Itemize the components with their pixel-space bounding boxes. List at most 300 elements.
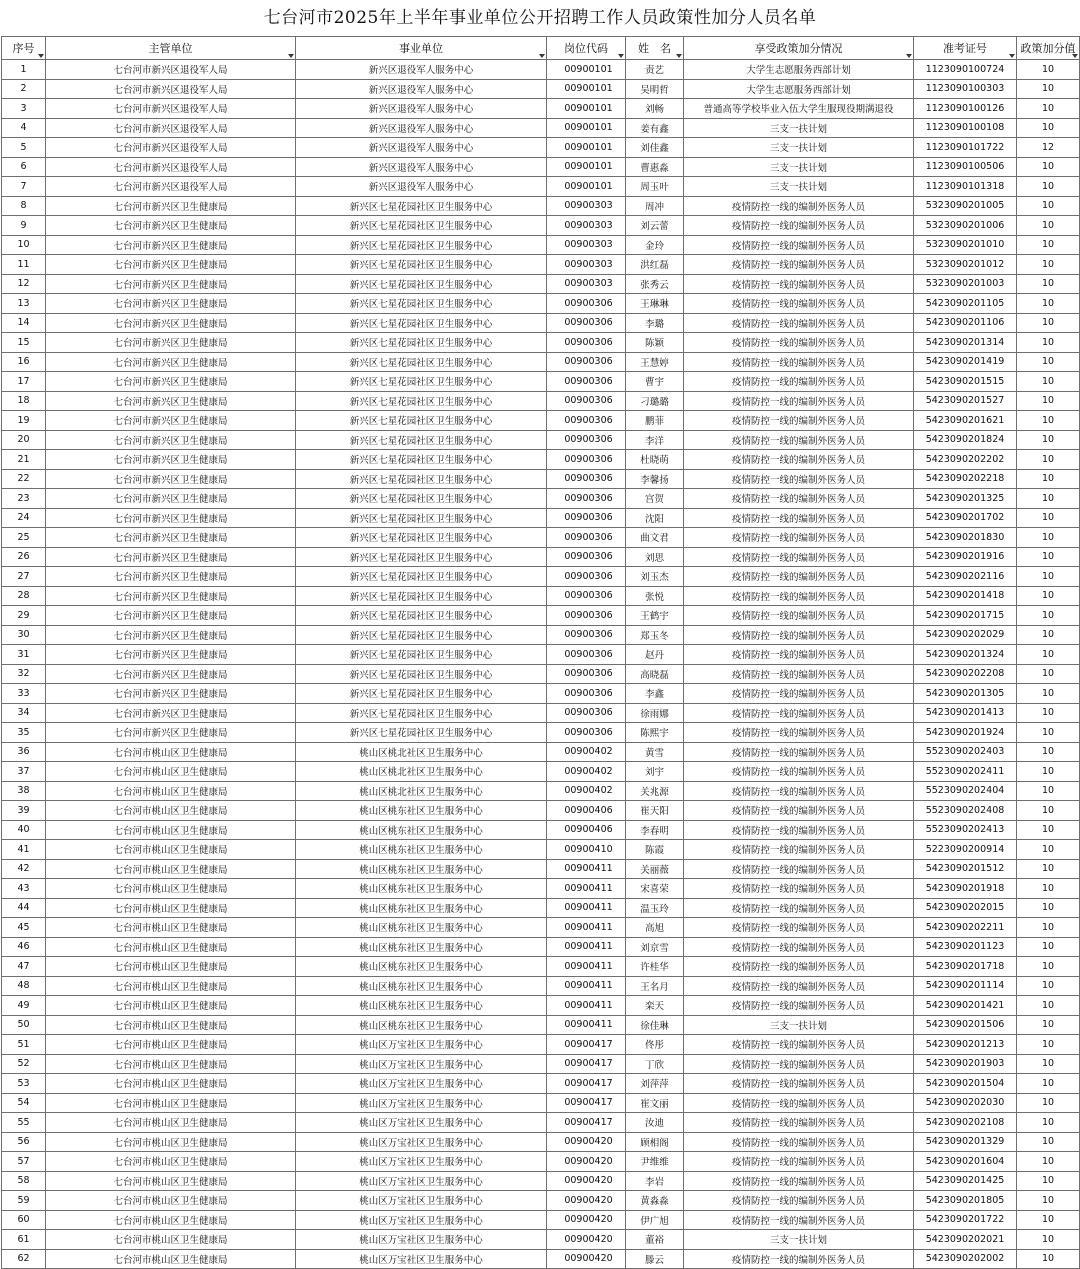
cell-supervisor[interactable]: 七台河市新兴区卫生健康局 bbox=[46, 508, 296, 528]
cell-policy[interactable]: 疫情防控一线的编制外医务人员 bbox=[684, 820, 914, 840]
cell-institution[interactable]: 新兴区七星花园社区卫生服务中心 bbox=[296, 723, 547, 743]
cell-institution[interactable]: 新兴区七星花园社区卫生服务中心 bbox=[296, 196, 547, 216]
cell-bonus[interactable]: 10 bbox=[1017, 723, 1080, 743]
cell-exam-id[interactable]: 5423090201527 bbox=[914, 391, 1017, 411]
cell-name[interactable]: 崔天阳 bbox=[626, 801, 684, 821]
cell-institution[interactable]: 新兴区七星花园社区卫生服务中心 bbox=[296, 664, 547, 684]
cell-index[interactable]: 60 bbox=[2, 1210, 46, 1230]
cell-name[interactable]: 王慧婷 bbox=[626, 352, 684, 372]
cell-bonus[interactable]: 10 bbox=[1017, 118, 1080, 138]
cell-institution[interactable]: 桃山区万宝社区卫生服务中心 bbox=[296, 1054, 547, 1074]
cell-supervisor[interactable]: 七台河市新兴区卫生健康局 bbox=[46, 352, 296, 372]
cell-supervisor[interactable]: 七台河市桃山区卫生健康局 bbox=[46, 1015, 296, 1035]
cell-policy[interactable]: 疫情防控一线的编制外医务人员 bbox=[684, 879, 914, 899]
cell-name[interactable]: 宋喜荣 bbox=[626, 879, 684, 899]
cell-institution[interactable]: 新兴区七星花园社区卫生服务中心 bbox=[296, 235, 547, 255]
cell-policy[interactable]: 疫情防控一线的编制外医务人员 bbox=[684, 294, 914, 314]
cell-post-code[interactable]: 00900406 bbox=[547, 801, 626, 821]
cell-post-code[interactable]: 00900101 bbox=[547, 157, 626, 177]
cell-name[interactable]: 姜有鑫 bbox=[626, 118, 684, 138]
cell-name[interactable]: 李洋 bbox=[626, 430, 684, 450]
cell-bonus[interactable]: 10 bbox=[1017, 1054, 1080, 1074]
cell-name[interactable]: 刘云蕾 bbox=[626, 216, 684, 236]
cell-supervisor[interactable]: 七台河市新兴区退役军人局 bbox=[46, 60, 296, 80]
cell-bonus[interactable]: 10 bbox=[1017, 430, 1080, 450]
cell-institution[interactable]: 桃山区桃东社区卫生服务中心 bbox=[296, 840, 547, 860]
cell-supervisor[interactable]: 七台河市新兴区卫生健康局 bbox=[46, 723, 296, 743]
cell-bonus[interactable]: 10 bbox=[1017, 450, 1080, 470]
cell-post-code[interactable]: 00900306 bbox=[547, 450, 626, 470]
cell-index[interactable]: 41 bbox=[2, 840, 46, 860]
cell-name[interactable]: 李馨扬 bbox=[626, 469, 684, 489]
cell-post-code[interactable]: 00900303 bbox=[547, 255, 626, 275]
cell-policy[interactable]: 疫情防控一线的编制外医务人员 bbox=[684, 781, 914, 801]
cell-institution[interactable]: 新兴区七星花园社区卫生服务中心 bbox=[296, 567, 547, 587]
cell-policy[interactable]: 疫情防控一线的编制外医务人员 bbox=[684, 762, 914, 782]
cell-index[interactable]: 3 bbox=[2, 99, 46, 119]
cell-institution[interactable]: 新兴区七星花园社区卫生服务中心 bbox=[296, 216, 547, 236]
cell-exam-id[interactable]: 1123090101722 bbox=[914, 138, 1017, 158]
cell-institution[interactable]: 新兴区退役军人服务中心 bbox=[296, 99, 547, 119]
cell-exam-id[interactable]: 5323090201010 bbox=[914, 235, 1017, 255]
cell-post-code[interactable]: 00900306 bbox=[547, 567, 626, 587]
cell-institution[interactable]: 新兴区七星花园社区卫生服务中心 bbox=[296, 684, 547, 704]
cell-name[interactable]: 董裕 bbox=[626, 1230, 684, 1250]
cell-bonus[interactable]: 10 bbox=[1017, 1074, 1080, 1094]
cell-supervisor[interactable]: 七台河市桃山区卫生健康局 bbox=[46, 976, 296, 996]
cell-index[interactable]: 26 bbox=[2, 547, 46, 567]
cell-post-code[interactable]: 00900306 bbox=[547, 723, 626, 743]
col-header-post-code[interactable]: 岗位代码 bbox=[547, 37, 626, 60]
cell-bonus[interactable]: 10 bbox=[1017, 567, 1080, 587]
cell-institution[interactable]: 桃山区桃东社区卫生服务中心 bbox=[296, 859, 547, 879]
cell-policy[interactable]: 疫情防控一线的编制外医务人员 bbox=[684, 1054, 914, 1074]
cell-supervisor[interactable]: 七台河市桃山区卫生健康局 bbox=[46, 898, 296, 918]
cell-post-code[interactable]: 00900101 bbox=[547, 177, 626, 197]
cell-index[interactable]: 10 bbox=[2, 235, 46, 255]
cell-policy[interactable]: 疫情防控一线的编制外医务人员 bbox=[684, 235, 914, 255]
cell-supervisor[interactable]: 七台河市新兴区卫生健康局 bbox=[46, 645, 296, 665]
cell-policy[interactable]: 疫情防控一线的编制外医务人员 bbox=[684, 255, 914, 275]
cell-bonus[interactable]: 10 bbox=[1017, 528, 1080, 548]
cell-index[interactable]: 36 bbox=[2, 742, 46, 762]
cell-institution[interactable]: 桃山区桃东社区卫生服务中心 bbox=[296, 1015, 547, 1035]
cell-exam-id[interactable]: 1123090100108 bbox=[914, 118, 1017, 138]
cell-exam-id[interactable]: 5423090201421 bbox=[914, 996, 1017, 1016]
cell-policy[interactable]: 疫情防控一线的编制外医务人员 bbox=[684, 274, 914, 294]
cell-bonus[interactable]: 10 bbox=[1017, 313, 1080, 333]
cell-post-code[interactable]: 00900402 bbox=[547, 742, 626, 762]
cell-post-code[interactable]: 00900411 bbox=[547, 1015, 626, 1035]
cell-institution[interactable]: 新兴区退役军人服务中心 bbox=[296, 138, 547, 158]
cell-name[interactable]: 沈阳 bbox=[626, 508, 684, 528]
cell-supervisor[interactable]: 七台河市新兴区卫生健康局 bbox=[46, 664, 296, 684]
cell-index[interactable]: 38 bbox=[2, 781, 46, 801]
cell-policy[interactable]: 疫情防控一线的编制外医务人员 bbox=[684, 645, 914, 665]
cell-post-code[interactable]: 00900306 bbox=[547, 391, 626, 411]
cell-institution[interactable]: 桃山区桃北社区卫生服务中心 bbox=[296, 762, 547, 782]
cell-supervisor[interactable]: 七台河市桃山区卫生健康局 bbox=[46, 1074, 296, 1094]
cell-supervisor[interactable]: 七台河市桃山区卫生健康局 bbox=[46, 742, 296, 762]
col-header-name[interactable]: 姓 名 bbox=[626, 37, 684, 60]
cell-institution[interactable]: 桃山区万宝社区卫生服务中心 bbox=[296, 1230, 547, 1250]
cell-policy[interactable]: 疫情防控一线的编制外医务人员 bbox=[684, 976, 914, 996]
cell-institution[interactable]: 新兴区七星花园社区卫生服务中心 bbox=[296, 391, 547, 411]
cell-bonus[interactable]: 10 bbox=[1017, 60, 1080, 80]
cell-policy[interactable]: 三支一扶计划 bbox=[684, 177, 914, 197]
cell-post-code[interactable]: 00900101 bbox=[547, 99, 626, 119]
cell-post-code[interactable]: 00900406 bbox=[547, 820, 626, 840]
col-header-institution[interactable]: 事业单位 bbox=[296, 37, 547, 60]
cell-bonus[interactable]: 12 bbox=[1017, 138, 1080, 158]
cell-index[interactable]: 11 bbox=[2, 255, 46, 275]
cell-bonus[interactable]: 10 bbox=[1017, 645, 1080, 665]
cell-bonus[interactable]: 10 bbox=[1017, 489, 1080, 509]
cell-supervisor[interactable]: 七台河市桃山区卫生健康局 bbox=[46, 937, 296, 957]
cell-policy[interactable]: 疫情防控一线的编制外医务人员 bbox=[684, 411, 914, 431]
cell-post-code[interactable]: 00900411 bbox=[547, 957, 626, 977]
cell-supervisor[interactable]: 七台河市新兴区卫生健康局 bbox=[46, 333, 296, 353]
cell-index[interactable]: 48 bbox=[2, 976, 46, 996]
cell-supervisor[interactable]: 七台河市新兴区卫生健康局 bbox=[46, 274, 296, 294]
cell-exam-id[interactable]: 5423090202108 bbox=[914, 1113, 1017, 1133]
cell-index[interactable]: 52 bbox=[2, 1054, 46, 1074]
cell-post-code[interactable]: 00900101 bbox=[547, 79, 626, 99]
cell-index[interactable]: 40 bbox=[2, 820, 46, 840]
cell-supervisor[interactable]: 七台河市桃山区卫生健康局 bbox=[46, 1132, 296, 1152]
cell-exam-id[interactable]: 5423090201329 bbox=[914, 1132, 1017, 1152]
cell-post-code[interactable]: 00900417 bbox=[547, 1054, 626, 1074]
cell-bonus[interactable]: 10 bbox=[1017, 1113, 1080, 1133]
cell-name[interactable]: 黄雪 bbox=[626, 742, 684, 762]
cell-post-code[interactable]: 00900101 bbox=[547, 138, 626, 158]
cell-policy[interactable]: 疫情防控一线的编制外医务人员 bbox=[684, 859, 914, 879]
cell-index[interactable]: 25 bbox=[2, 528, 46, 548]
cell-index[interactable]: 27 bbox=[2, 567, 46, 587]
cell-post-code[interactable]: 00900411 bbox=[547, 898, 626, 918]
cell-institution[interactable]: 桃山区万宝社区卫生服务中心 bbox=[296, 1132, 547, 1152]
cell-name[interactable]: 高晓磊 bbox=[626, 664, 684, 684]
cell-policy[interactable]: 疫情防控一线的编制外医务人员 bbox=[684, 937, 914, 957]
cell-policy[interactable]: 疫情防控一线的编制外医务人员 bbox=[684, 1171, 914, 1191]
cell-name[interactable]: 赵丹 bbox=[626, 645, 684, 665]
cell-index[interactable]: 7 bbox=[2, 177, 46, 197]
cell-policy[interactable]: 疫情防控一线的编制外医务人员 bbox=[684, 508, 914, 528]
cell-bonus[interactable]: 10 bbox=[1017, 586, 1080, 606]
cell-name[interactable]: 许桂华 bbox=[626, 957, 684, 977]
cell-bonus[interactable]: 10 bbox=[1017, 1210, 1080, 1230]
cell-bonus[interactable]: 10 bbox=[1017, 820, 1080, 840]
cell-post-code[interactable]: 00900417 bbox=[547, 1113, 626, 1133]
cell-exam-id[interactable]: 5523090202408 bbox=[914, 801, 1017, 821]
cell-policy[interactable]: 疫情防控一线的编制外医务人员 bbox=[684, 547, 914, 567]
cell-exam-id[interactable]: 5323090201012 bbox=[914, 255, 1017, 275]
cell-bonus[interactable]: 10 bbox=[1017, 294, 1080, 314]
cell-policy[interactable]: 疫情防控一线的编制外医务人员 bbox=[684, 450, 914, 470]
cell-institution[interactable]: 新兴区七星花园社区卫生服务中心 bbox=[296, 489, 547, 509]
cell-bonus[interactable]: 10 bbox=[1017, 216, 1080, 236]
cell-exam-id[interactable]: 5423090201425 bbox=[914, 1171, 1017, 1191]
cell-institution[interactable]: 桃山区万宝社区卫生服务中心 bbox=[296, 1152, 547, 1172]
cell-bonus[interactable]: 10 bbox=[1017, 840, 1080, 860]
cell-name[interactable]: 曲文君 bbox=[626, 528, 684, 548]
cell-policy[interactable]: 大学生志愿服务西部计划 bbox=[684, 79, 914, 99]
cell-post-code[interactable]: 00900411 bbox=[547, 976, 626, 996]
cell-institution[interactable]: 桃山区万宝社区卫生服务中心 bbox=[296, 1093, 547, 1113]
cell-index[interactable]: 34 bbox=[2, 703, 46, 723]
cell-index[interactable]: 6 bbox=[2, 157, 46, 177]
cell-post-code[interactable]: 00900402 bbox=[547, 762, 626, 782]
cell-supervisor[interactable]: 七台河市桃山区卫生健康局 bbox=[46, 859, 296, 879]
cell-name[interactable]: 刘思 bbox=[626, 547, 684, 567]
cell-bonus[interactable]: 10 bbox=[1017, 762, 1080, 782]
cell-bonus[interactable]: 10 bbox=[1017, 996, 1080, 1016]
cell-name[interactable]: 鹏菲 bbox=[626, 411, 684, 431]
cell-exam-id[interactable]: 5423090201924 bbox=[914, 723, 1017, 743]
cell-institution[interactable]: 桃山区桃东社区卫生服务中心 bbox=[296, 879, 547, 899]
cell-name[interactable]: 佟彤 bbox=[626, 1035, 684, 1055]
cell-bonus[interactable]: 10 bbox=[1017, 1035, 1080, 1055]
cell-institution[interactable]: 新兴区七星花园社区卫生服务中心 bbox=[296, 450, 547, 470]
cell-post-code[interactable]: 00900306 bbox=[547, 625, 626, 645]
cell-policy[interactable]: 疫情防控一线的编制外医务人员 bbox=[684, 216, 914, 236]
cell-policy[interactable]: 疫情防控一线的编制外医务人员 bbox=[684, 996, 914, 1016]
cell-name[interactable]: 李璐 bbox=[626, 313, 684, 333]
cell-supervisor[interactable]: 七台河市桃山区卫生健康局 bbox=[46, 1191, 296, 1211]
cell-post-code[interactable]: 00900306 bbox=[547, 294, 626, 314]
cell-policy[interactable]: 疫情防控一线的编制外医务人员 bbox=[684, 742, 914, 762]
cell-post-code[interactable]: 00900411 bbox=[547, 918, 626, 938]
cell-name[interactable]: 责艺 bbox=[626, 60, 684, 80]
cell-name[interactable]: 李春明 bbox=[626, 820, 684, 840]
cell-name[interactable]: 陈熙宇 bbox=[626, 723, 684, 743]
cell-post-code[interactable]: 00900402 bbox=[547, 781, 626, 801]
cell-institution[interactable]: 新兴区七星花园社区卫生服务中心 bbox=[296, 411, 547, 431]
cell-policy[interactable]: 疫情防控一线的编制外医务人员 bbox=[684, 528, 914, 548]
cell-institution[interactable]: 新兴区七星花园社区卫生服务中心 bbox=[296, 703, 547, 723]
cell-exam-id[interactable]: 5423090201418 bbox=[914, 586, 1017, 606]
cell-name[interactable]: 曹惠淼 bbox=[626, 157, 684, 177]
cell-name[interactable]: 曹宇 bbox=[626, 372, 684, 392]
cell-post-code[interactable]: 00900417 bbox=[547, 1035, 626, 1055]
cell-name[interactable]: 尹维维 bbox=[626, 1152, 684, 1172]
cell-exam-id[interactable]: 5423090201515 bbox=[914, 372, 1017, 392]
cell-post-code[interactable]: 00900306 bbox=[547, 352, 626, 372]
cell-supervisor[interactable]: 七台河市新兴区退役军人局 bbox=[46, 79, 296, 99]
cell-policy[interactable]: 疫情防控一线的编制外医务人员 bbox=[684, 957, 914, 977]
cell-supervisor[interactable]: 七台河市桃山区卫生健康局 bbox=[46, 1113, 296, 1133]
cell-bonus[interactable]: 10 bbox=[1017, 898, 1080, 918]
cell-exam-id[interactable]: 5423090201512 bbox=[914, 859, 1017, 879]
cell-policy[interactable]: 疫情防控一线的编制外医务人员 bbox=[684, 801, 914, 821]
cell-post-code[interactable]: 00900303 bbox=[547, 274, 626, 294]
col-header-bonus[interactable]: 政策加分值 bbox=[1017, 37, 1080, 60]
cell-post-code[interactable]: 00900101 bbox=[547, 118, 626, 138]
cell-post-code[interactable]: 00900306 bbox=[547, 664, 626, 684]
cell-policy[interactable]: 三支一扶计划 bbox=[684, 1230, 914, 1250]
cell-exam-id[interactable]: 5423090201918 bbox=[914, 879, 1017, 899]
cell-index[interactable]: 37 bbox=[2, 762, 46, 782]
cell-index[interactable]: 23 bbox=[2, 489, 46, 509]
cell-bonus[interactable]: 10 bbox=[1017, 859, 1080, 879]
cell-institution[interactable]: 新兴区七星花园社区卫生服务中心 bbox=[296, 430, 547, 450]
cell-bonus[interactable]: 10 bbox=[1017, 333, 1080, 353]
cell-post-code[interactable]: 00900306 bbox=[547, 606, 626, 626]
cell-name[interactable]: 周冲 bbox=[626, 196, 684, 216]
cell-name[interactable]: 洪红磊 bbox=[626, 255, 684, 275]
cell-exam-id[interactable]: 5523090202403 bbox=[914, 742, 1017, 762]
cell-name[interactable]: 刘萍萍 bbox=[626, 1074, 684, 1094]
cell-exam-id[interactable]: 5423090201105 bbox=[914, 294, 1017, 314]
cell-policy[interactable]: 疫情防控一线的编制外医务人员 bbox=[684, 1210, 914, 1230]
cell-name[interactable]: 吴明哲 bbox=[626, 79, 684, 99]
cell-post-code[interactable]: 00900420 bbox=[547, 1171, 626, 1191]
cell-index[interactable]: 31 bbox=[2, 645, 46, 665]
col-header-supervisor[interactable]: 主管单位 bbox=[46, 37, 296, 60]
cell-name[interactable]: 李岩 bbox=[626, 1171, 684, 1191]
cell-index[interactable]: 32 bbox=[2, 664, 46, 684]
cell-policy[interactable]: 疫情防控一线的编制外医务人员 bbox=[684, 1152, 914, 1172]
cell-institution[interactable]: 新兴区退役军人服务中心 bbox=[296, 118, 547, 138]
cell-post-code[interactable]: 00900303 bbox=[547, 216, 626, 236]
cell-exam-id[interactable]: 5423090202208 bbox=[914, 664, 1017, 684]
cell-supervisor[interactable]: 七台河市桃山区卫生健康局 bbox=[46, 762, 296, 782]
cell-exam-id[interactable]: 5323090201006 bbox=[914, 216, 1017, 236]
cell-policy[interactable]: 疫情防控一线的编制外医务人员 bbox=[684, 1191, 914, 1211]
cell-institution[interactable]: 新兴区七星花园社区卫生服务中心 bbox=[296, 274, 547, 294]
col-header-policy[interactable]: 享受政策加分情况 bbox=[684, 37, 914, 60]
cell-exam-id[interactable]: 5423090201916 bbox=[914, 547, 1017, 567]
cell-name[interactable]: 顾相阁 bbox=[626, 1132, 684, 1152]
cell-supervisor[interactable]: 七台河市桃山区卫生健康局 bbox=[46, 820, 296, 840]
cell-supervisor[interactable]: 七台河市新兴区卫生健康局 bbox=[46, 313, 296, 333]
cell-supervisor[interactable]: 七台河市桃山区卫生健康局 bbox=[46, 840, 296, 860]
cell-index[interactable]: 12 bbox=[2, 274, 46, 294]
cell-index[interactable]: 44 bbox=[2, 898, 46, 918]
cell-post-code[interactable]: 00900420 bbox=[547, 1210, 626, 1230]
cell-policy[interactable]: 疫情防控一线的编制外医务人员 bbox=[684, 333, 914, 353]
cell-institution[interactable]: 桃山区万宝社区卫生服务中心 bbox=[296, 1249, 547, 1269]
cell-exam-id[interactable]: 5423090202030 bbox=[914, 1093, 1017, 1113]
cell-index[interactable]: 28 bbox=[2, 586, 46, 606]
cell-bonus[interactable]: 10 bbox=[1017, 177, 1080, 197]
cell-exam-id[interactable]: 5423090202002 bbox=[914, 1249, 1017, 1269]
cell-index[interactable]: 4 bbox=[2, 118, 46, 138]
cell-index[interactable]: 53 bbox=[2, 1074, 46, 1094]
cell-policy[interactable]: 疫情防控一线的编制外医务人员 bbox=[684, 1093, 914, 1113]
cell-institution[interactable]: 新兴区退役军人服务中心 bbox=[296, 79, 547, 99]
cell-institution[interactable]: 新兴区退役军人服务中心 bbox=[296, 60, 547, 80]
cell-post-code[interactable]: 00900420 bbox=[547, 1132, 626, 1152]
cell-supervisor[interactable]: 七台河市新兴区卫生健康局 bbox=[46, 391, 296, 411]
cell-supervisor[interactable]: 七台河市新兴区卫生健康局 bbox=[46, 684, 296, 704]
cell-index[interactable]: 50 bbox=[2, 1015, 46, 1035]
cell-index[interactable]: 1 bbox=[2, 60, 46, 80]
cell-post-code[interactable]: 00900306 bbox=[547, 372, 626, 392]
cell-institution[interactable]: 新兴区七星花园社区卫生服务中心 bbox=[296, 586, 547, 606]
cell-institution[interactable]: 桃山区万宝社区卫生服务中心 bbox=[296, 1210, 547, 1230]
cell-policy[interactable]: 疫情防控一线的编制外医务人员 bbox=[684, 1074, 914, 1094]
cell-institution[interactable]: 桃山区桃东社区卫生服务中心 bbox=[296, 937, 547, 957]
cell-supervisor[interactable]: 七台河市新兴区卫生健康局 bbox=[46, 547, 296, 567]
cell-index[interactable]: 21 bbox=[2, 450, 46, 470]
cell-bonus[interactable]: 10 bbox=[1017, 1152, 1080, 1172]
cell-bonus[interactable]: 10 bbox=[1017, 1093, 1080, 1113]
cell-supervisor[interactable]: 七台河市新兴区退役军人局 bbox=[46, 177, 296, 197]
cell-name[interactable]: 汝迪 bbox=[626, 1113, 684, 1133]
cell-index[interactable]: 62 bbox=[2, 1249, 46, 1269]
cell-institution[interactable]: 桃山区桃东社区卫生服务中心 bbox=[296, 820, 547, 840]
cell-supervisor[interactable]: 七台河市新兴区卫生健康局 bbox=[46, 703, 296, 723]
cell-name[interactable]: 滕云 bbox=[626, 1249, 684, 1269]
cell-post-code[interactable]: 00900420 bbox=[547, 1249, 626, 1269]
cell-name[interactable]: 刁璐璐 bbox=[626, 391, 684, 411]
cell-policy[interactable]: 疫情防控一线的编制外医务人员 bbox=[684, 1132, 914, 1152]
cell-supervisor[interactable]: 七台河市新兴区卫生健康局 bbox=[46, 235, 296, 255]
cell-name[interactable]: 周玉叶 bbox=[626, 177, 684, 197]
cell-supervisor[interactable]: 七台河市新兴区退役军人局 bbox=[46, 99, 296, 119]
cell-institution[interactable]: 新兴区七星花园社区卫生服务中心 bbox=[296, 547, 547, 567]
cell-post-code[interactable]: 00900306 bbox=[547, 508, 626, 528]
cell-post-code[interactable]: 00900306 bbox=[547, 313, 626, 333]
cell-supervisor[interactable]: 七台河市新兴区卫生健康局 bbox=[46, 606, 296, 626]
cell-institution[interactable]: 新兴区七星花园社区卫生服务中心 bbox=[296, 469, 547, 489]
cell-supervisor[interactable]: 七台河市新兴区退役军人局 bbox=[46, 118, 296, 138]
cell-exam-id[interactable]: 5423090202015 bbox=[914, 898, 1017, 918]
cell-bonus[interactable]: 10 bbox=[1017, 196, 1080, 216]
cell-bonus[interactable]: 10 bbox=[1017, 391, 1080, 411]
cell-name[interactable]: 温玉玲 bbox=[626, 898, 684, 918]
cell-exam-id[interactable]: 5423090201305 bbox=[914, 684, 1017, 704]
cell-name[interactable]: 张悦 bbox=[626, 586, 684, 606]
cell-institution[interactable]: 桃山区桃东社区卫生服务中心 bbox=[296, 957, 547, 977]
cell-index[interactable]: 2 bbox=[2, 79, 46, 99]
cell-post-code[interactable]: 00900306 bbox=[547, 528, 626, 548]
cell-institution[interactable]: 新兴区七星花园社区卫生服务中心 bbox=[296, 508, 547, 528]
cell-index[interactable]: 18 bbox=[2, 391, 46, 411]
cell-index[interactable]: 46 bbox=[2, 937, 46, 957]
cell-institution[interactable]: 桃山区桃东社区卫生服务中心 bbox=[296, 918, 547, 938]
cell-policy[interactable]: 疫情防控一线的编制外医务人员 bbox=[684, 1113, 914, 1133]
cell-exam-id[interactable]: 5423090201621 bbox=[914, 411, 1017, 431]
cell-policy[interactable]: 疫情防控一线的编制外医务人员 bbox=[684, 469, 914, 489]
cell-name[interactable]: 栾天 bbox=[626, 996, 684, 1016]
cell-supervisor[interactable]: 七台河市桃山区卫生健康局 bbox=[46, 801, 296, 821]
cell-supervisor[interactable]: 七台河市新兴区卫生健康局 bbox=[46, 567, 296, 587]
cell-bonus[interactable]: 10 bbox=[1017, 372, 1080, 392]
cell-post-code[interactable]: 00900417 bbox=[547, 1074, 626, 1094]
cell-index[interactable]: 45 bbox=[2, 918, 46, 938]
cell-name[interactable]: 刘京雪 bbox=[626, 937, 684, 957]
cell-institution[interactable]: 桃山区万宝社区卫生服务中心 bbox=[296, 1171, 547, 1191]
cell-bonus[interactable]: 10 bbox=[1017, 411, 1080, 431]
cell-index[interactable]: 35 bbox=[2, 723, 46, 743]
cell-institution[interactable]: 桃山区桃北社区卫生服务中心 bbox=[296, 742, 547, 762]
cell-index[interactable]: 30 bbox=[2, 625, 46, 645]
cell-bonus[interactable]: 10 bbox=[1017, 957, 1080, 977]
cell-supervisor[interactable]: 七台河市桃山区卫生健康局 bbox=[46, 879, 296, 899]
cell-supervisor[interactable]: 七台河市桃山区卫生健康局 bbox=[46, 781, 296, 801]
cell-index[interactable]: 49 bbox=[2, 996, 46, 1016]
col-header-index[interactable]: 序号 bbox=[2, 37, 46, 60]
cell-exam-id[interactable]: 5423090201213 bbox=[914, 1035, 1017, 1055]
cell-index[interactable]: 42 bbox=[2, 859, 46, 879]
cell-supervisor[interactable]: 七台河市桃山区卫生健康局 bbox=[46, 918, 296, 938]
cell-institution[interactable]: 新兴区七星花园社区卫生服务中心 bbox=[296, 372, 547, 392]
cell-institution[interactable]: 桃山区万宝社区卫生服务中心 bbox=[296, 1113, 547, 1133]
cell-supervisor[interactable]: 七台河市桃山区卫生健康局 bbox=[46, 1171, 296, 1191]
cell-post-code[interactable]: 00900420 bbox=[547, 1230, 626, 1250]
